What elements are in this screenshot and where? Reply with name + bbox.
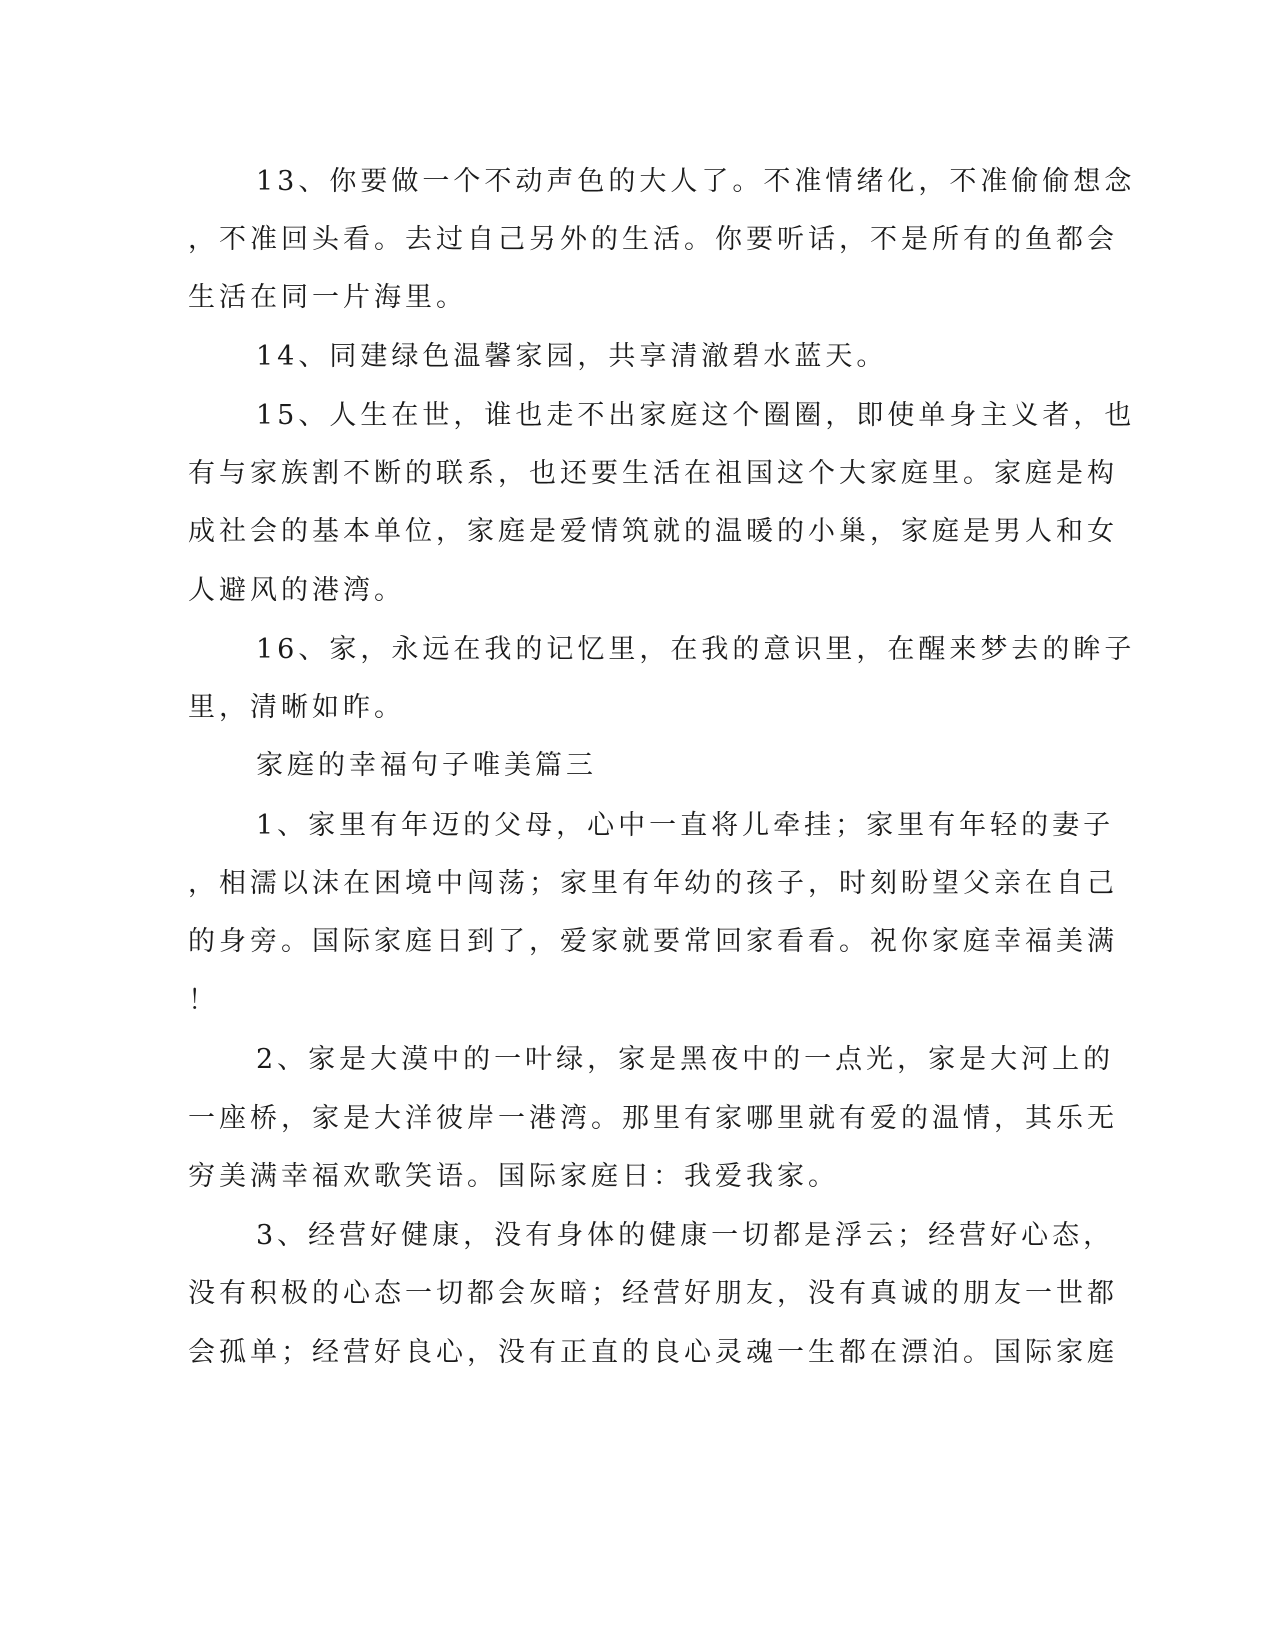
section-heading: 家庭的幸福句子唯美篇三 xyxy=(256,750,597,781)
text-line xyxy=(0,1040,1275,1080)
text-line xyxy=(0,278,1275,318)
paragraph-13-line-2: ，不准回头看。去过自己另外的生活。你要听话，不是所有的鱼都会 xyxy=(188,224,1118,255)
text-line xyxy=(0,746,1275,786)
paragraph-15-line-3: 成社会的基本单位，家庭是爱情筑就的温暖的小巢，家庭是男人和女 xyxy=(188,516,1118,547)
item-1-line-1: 1、家里有年迈的父母，心中一直将儿牵挂；家里有年轻的妻子 xyxy=(256,810,1115,841)
text-line xyxy=(0,1099,1275,1139)
text-line xyxy=(0,806,1275,846)
item-1-line-4: ！ xyxy=(188,985,219,1016)
text-line xyxy=(0,337,1275,377)
paragraph-15-line-4: 人避风的港湾。 xyxy=(188,575,405,606)
text-line xyxy=(0,1216,1275,1256)
text-line xyxy=(0,1274,1275,1314)
paragraph-13-line-1: 13、你要做一个不动声色的大人了。不准情绪化，不准偷偷想念 xyxy=(256,166,1136,197)
text-line xyxy=(0,864,1275,904)
item-2-line-3: 穷美满幸福欢歌笑语。国际家庭日：我爱我家。 xyxy=(188,1161,839,1192)
paragraph-15-line-2: 有与家族割不断的联系，也还要生活在祖国这个大家庭里。家庭是构 xyxy=(188,458,1118,489)
text-line xyxy=(0,396,1275,436)
item-3-line-1: 3、经营好健康，没有身体的健康一切都是浮云；经营好心态， xyxy=(256,1220,1115,1251)
item-2-line-1: 2、家是大漠中的一叶绿，家是黑夜中的一点光，家是大河上的 xyxy=(256,1044,1115,1075)
paragraph-16-line-1: 16、家，永远在我的记忆里，在我的意识里，在醒来梦去的眸子 xyxy=(256,634,1136,665)
text-line xyxy=(0,571,1275,611)
paragraph-13-line-3: 生活在同一片海里。 xyxy=(188,282,467,313)
item-3-line-3: 会孤单；经营好良心，没有正直的良心灵魂一生都在漂泊。国际家庭 xyxy=(188,1337,1118,1368)
item-1-line-2: ，相濡以沫在困境中闯荡；家里有年幼的孩子，时刻盼望父亲在自己 xyxy=(188,868,1118,899)
text-line xyxy=(0,922,1275,962)
text-line xyxy=(0,688,1275,728)
paragraph-14-line-1: 14、同建绿色温馨家园，共享清澈碧水蓝天。 xyxy=(256,341,888,372)
text-line xyxy=(0,1157,1275,1197)
item-2-line-2: 一座桥，家是大洋彼岸一港湾。那里有家哪里就有爱的温情，其乐无 xyxy=(188,1103,1118,1134)
paragraph-15-line-1: 15、人生在世，谁也走不出家庭这个圈圈，即使单身主义者，也 xyxy=(256,400,1136,431)
text-line xyxy=(0,1333,1275,1373)
paragraph-16-line-2: 里，清晰如昨。 xyxy=(188,692,405,723)
text-line xyxy=(0,981,1275,1021)
text-line xyxy=(0,162,1275,202)
text-line xyxy=(0,220,1275,260)
item-1-line-3: 的身旁。国际家庭日到了，爱家就要常回家看看。祝你家庭幸福美满 xyxy=(188,926,1118,957)
text-line xyxy=(0,512,1275,552)
item-3-line-2: 没有积极的心态一切都会灰暗；经营好朋友，没有真诚的朋友一世都 xyxy=(188,1278,1118,1309)
text-line xyxy=(0,454,1275,494)
text-line xyxy=(0,630,1275,670)
